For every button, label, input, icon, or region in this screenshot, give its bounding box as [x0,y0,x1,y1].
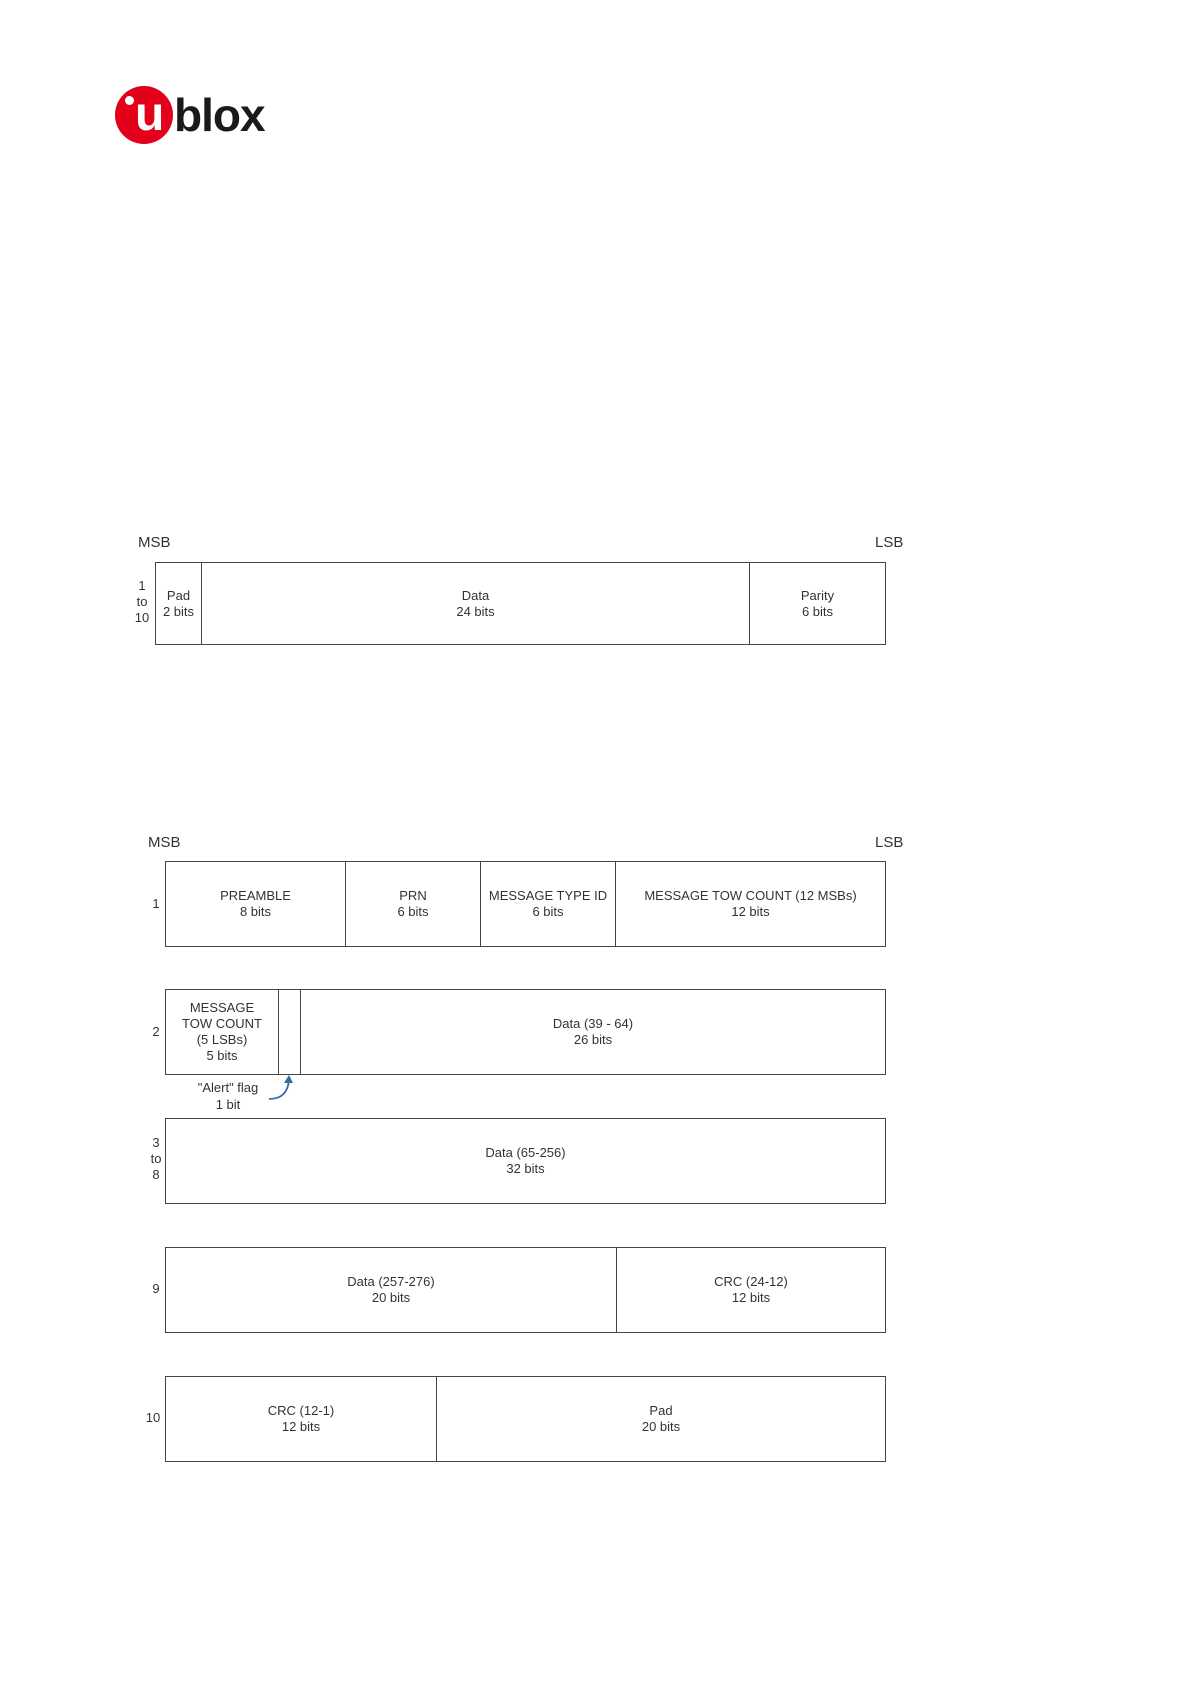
alert-flag-cell [279,990,301,1074]
alert-flag-annotation: "Alert" flag 1 bit [197,1080,259,1112]
lsb-label: LSB [875,834,904,851]
msb-label: MSB [138,534,171,551]
row-label-2: 2 [152,1024,160,1039]
pad-cell: Pad 2 bits [156,563,202,644]
crc-12-1-cell: CRC (12-1) 12 bits [166,1377,437,1461]
row-label-9: 9 [152,1281,160,1296]
pad-20-bits-cell: Pad 20 bits [641,1403,681,1434]
row-label-3-to-8: 3 to 8 [150,1135,162,1182]
message-type-id-cell: MESSAGE TYPE ID 6 bits [481,862,616,946]
message-tow-count-msb-cell: MESSAGE TOW COUNT (12 MSBs) 12 bits [644,888,857,919]
message-row-2 [165,989,886,1075]
data-65-256-cell: Data (65-256) 32 bits [485,1145,566,1176]
message-row-1 [165,861,886,947]
row-label-10: 10 [145,1410,161,1425]
row-label-1: 1 [152,896,160,911]
word-row [155,562,886,645]
logo-dot [125,96,134,105]
message-row-10 [165,1376,886,1462]
message-row-9 [165,1247,886,1333]
logo-u: u [135,88,165,141]
alert-flag-arrow [266,1073,300,1103]
lsb-label: LSB [875,534,904,551]
prn-cell: PRN 6 bits [346,862,481,946]
row-label: 1 to 10 [134,578,150,625]
crc-24-12-cell: CRC (24-12) 12 bits [714,1274,788,1305]
preamble-cell: PREAMBLE 8 bits [166,862,346,946]
message-row-3-to-8 [165,1118,886,1204]
data-39-64-cell: Data (39 - 64) 26 bits [552,1016,634,1047]
data-257-276-cell: Data (257-276) 20 bits [166,1248,617,1332]
message-tow-count-lsb-cell: MESSAGE TOW COUNT (5 LSBs) 5 bits [166,990,279,1074]
msb-label: MSB [148,834,181,851]
parity-cell: Parity 6 bits [800,587,835,619]
ublox-logo [115,86,275,148]
data-cell: Data 24 bits [202,563,750,644]
logo-word: blox [174,89,265,141]
